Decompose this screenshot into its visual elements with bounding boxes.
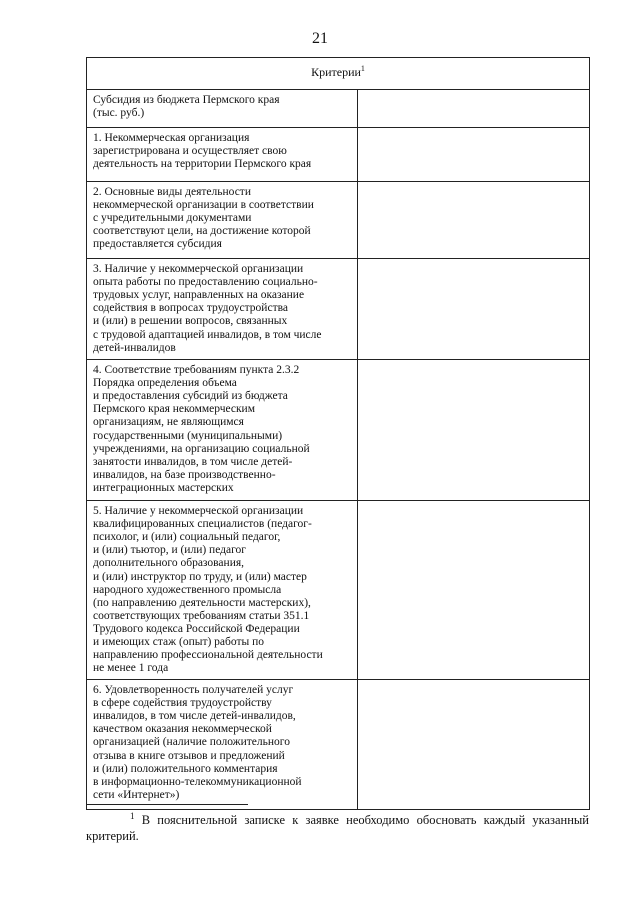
value-cell [358, 680, 590, 810]
table-header-row [87, 58, 590, 90]
header-footnote-mark: 1 [360, 64, 365, 73]
footnote-text: В пояснительной записке к заявке необходимо обосновать каждый указанный критерий. [86, 813, 589, 843]
criterion-cell: 2. Основные виды деятельности некоммерческой организации в соответствии с учредительными документами соответствуют цели, на достижение которой предоставляется субсидия [87, 182, 358, 259]
value-cell [358, 259, 590, 360]
criterion-cell: 1. Некоммерческая организация зарегистрирована и осуществляет свою деятельность на территории Пермского края [87, 128, 358, 182]
table-row [87, 501, 590, 680]
footnote-mark: 1 [130, 810, 135, 821]
table-row [87, 360, 590, 501]
criterion-cell: 6. Удовлетворенность получателей услуг в сфере содействия трудоустройству инвалидов, в том числе детей-инвалидов, качеством оказания некоммерческой организацией (наличие положительного отзыва в книге отзывов и предложений и (или) положительного комментария в информационно-телекоммуникационной сети «Интернет») [87, 680, 358, 810]
footnote [86, 812, 589, 844]
footnote-separator [86, 804, 248, 805]
criteria-table [86, 57, 590, 810]
table-row [87, 128, 590, 182]
table-row [87, 182, 590, 259]
table-row [87, 259, 590, 360]
table-row [87, 90, 590, 128]
value-cell [358, 360, 590, 501]
header-label: Критерии [311, 65, 361, 79]
criterion-cell: 3. Наличие у некоммерческой организации опыта работы по предоставлению социально- трудовых услуг, направленных на оказание содействия в вопросах трудоустройства и (или) в решении вопросов, связанных с трудовой адаптацией инвалидов, в том числе детей-инвалидов [87, 259, 358, 360]
table-header [87, 58, 590, 90]
value-cell [358, 501, 590, 680]
table-row [87, 680, 590, 810]
criterion-cell: Субсидия из бюджета Пермского края (тыс. руб.) [87, 90, 358, 128]
criterion-cell: 4. Соответствие требованиям пункта 2.3.2 Порядка определения объема и предоставления субсидий из бюджета Пермского края некоммерческим организациям, не являющимся государственными (муниципальными) учреждениями, на организацию социальной занятости инвалидов, в том числе детей- инвалидов, на базе производственно- интеграционных мастерских [87, 360, 358, 501]
value-cell [358, 182, 590, 259]
page-number: 21 [312, 30, 328, 47]
value-cell [358, 128, 590, 182]
criterion-cell: 5. Наличие у некоммерческой организации квалифицированных специалистов (педагог- психолог, и (или) социальный педагог, и (или) тьютор, и (или) педагог дополнительного образования, и (или) инструктор по труду, и (или) мастер народного художественного промысла (по направлению деятельности мастерских), соответствующих требованиям статьи 351.1 Трудового кодекса Российской Федерации и имеющих стаж (опыт) работы по направлению профессиональной деятельности не менее 1 года [87, 501, 358, 680]
value-cell [358, 90, 590, 128]
